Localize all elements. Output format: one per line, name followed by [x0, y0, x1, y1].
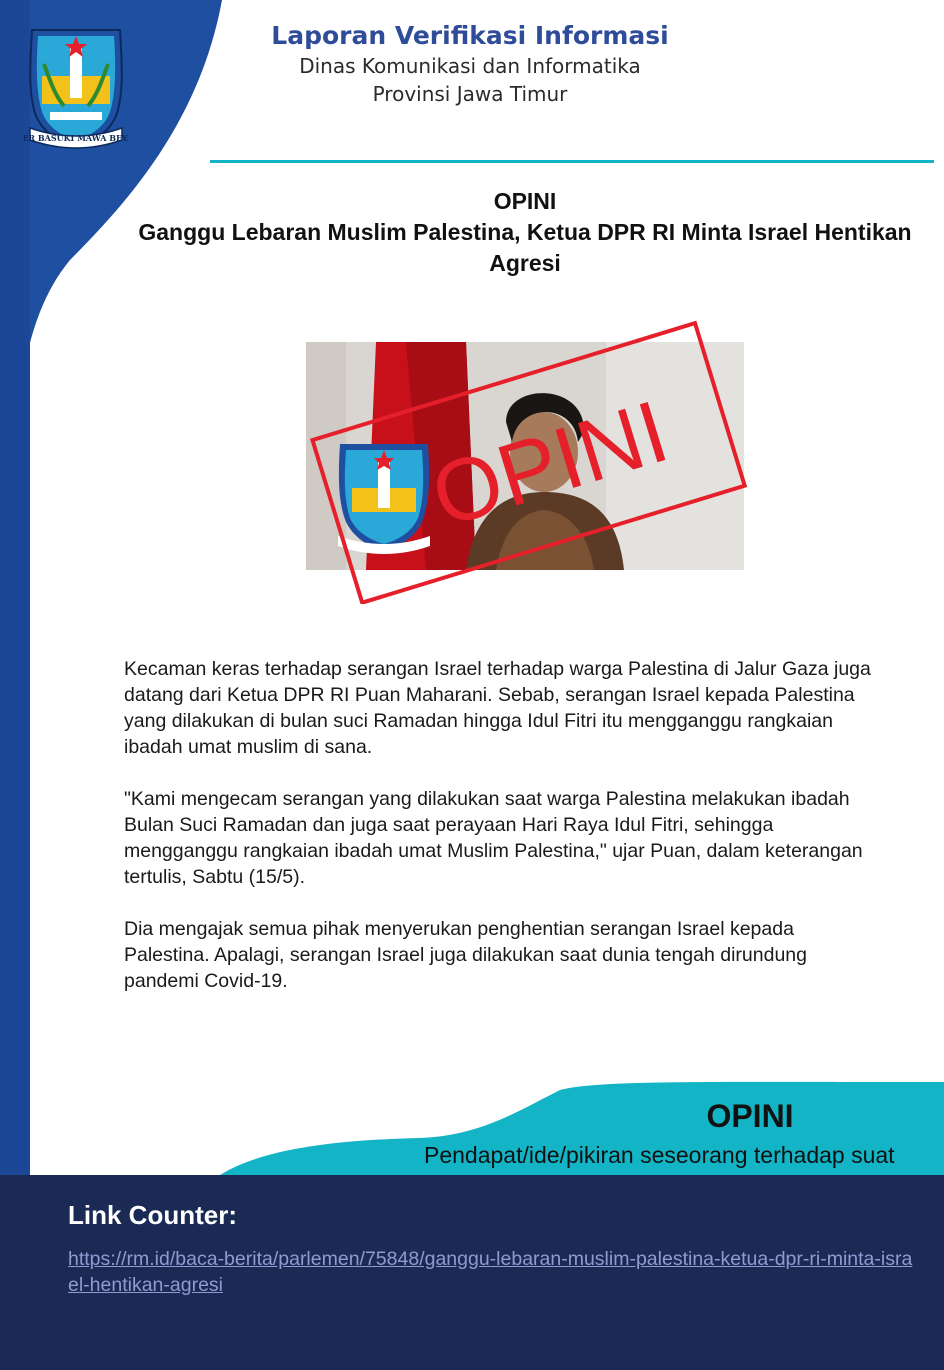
- province-name: Provinsi Jawa Timur: [372, 82, 568, 106]
- article-title: Ganggu Lebaran Muslim Palestina, Ketua DPR RI Minta Israel Hentikan Agresi: [138, 219, 912, 276]
- link-counter-url[interactable]: https://rm.id/baca-berita/parlemen/75848/ganggu-lebaran-muslim-palestina-ketua-dpr-ri-minta-israel-hentikan-agresi: [68, 1248, 913, 1296]
- article-category: OPINI: [493, 188, 557, 214]
- jatim-logo: [24, 24, 128, 154]
- paragraph-3: Dia mengajak semua pihak menyerukan penghentian serangan Israel kepada Palestina. Apalagi, serangan Israel juga dilakukan saat dunia tengah dirundung pandemi Covid-19.: [124, 918, 807, 992]
- classification-description: Pendapat/ide/pikiran seseorang terhadap suat: [424, 1142, 895, 1168]
- paragraph-2: "Kami mengecam serangan yang dilakukan saat warga Palestina melakukan ibadah Bulan Suci Ramadan dan juga saat perayaan Hari Raya Idul Fitri, sehingga mengganggu rangkaian ibadah umat Muslim Palestina," ujar Puan, dalam keterangan tertulis, Sabtu (15/5).: [124, 788, 863, 888]
- header: [240, 20, 700, 108]
- paragraph-1: Kecaman keras terhadap serangan Israel terhadap warga Palestina di Jalur Gaza juga datang dari Ketua DPR RI Puan Maharani. Sebab, serangan Israel kepada Palestina yang dilakukan di bulan suci Ramadan hingga Idul Fitri itu mengganggu rangkaian ibadah umat muslim di sana.: [124, 658, 871, 758]
- link-counter-title: Link Counter:: [68, 1200, 237, 1230]
- opini-stamp: [298, 318, 758, 604]
- article-body: [124, 656, 884, 1020]
- logo-motto: JER BASUKI MAWA BEYA: [24, 133, 128, 143]
- agency-name: Dinas Komunikasi dan Informatika: [299, 54, 641, 78]
- stamp-text: OPINI: [420, 380, 679, 546]
- header-divider: [210, 160, 934, 163]
- article-heading: [130, 186, 920, 279]
- report-title: Laporan Verifikasi Informasi: [271, 21, 669, 50]
- classification-label: OPINI: [706, 1098, 794, 1134]
